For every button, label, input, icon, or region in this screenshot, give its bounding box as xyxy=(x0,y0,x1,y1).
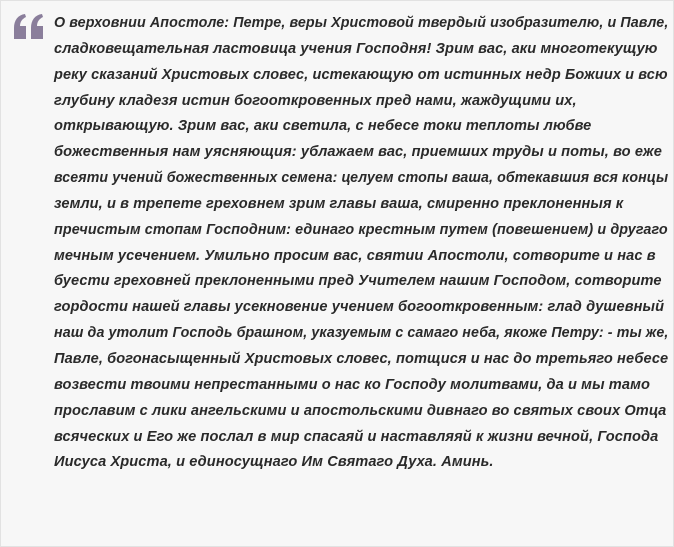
quote-mark-icon xyxy=(13,13,45,41)
quote-line: реку сказаний Христовых словес, истекающую от истинных недр Божиих и всю xyxy=(54,66,668,83)
quote-line: наш да утолит Господь брашном, указуемым с самаго неба, якоже Петру: - ты же, xyxy=(54,325,669,342)
quote-line: всеяти учений божественных семена: целуем стопы ваша, обтекавшия вся концы xyxy=(54,170,669,187)
quote-line: всяческих и Его же послал в мир спасаяй и наставляяй к жизни вечной, Господа xyxy=(54,428,659,445)
quote-line: пречистым стопам Господним: единаго крестным путем (повешением) и другаго xyxy=(54,221,668,238)
quote-line: буести греховней преклоненными пред Учителем нашим Господом, сотворите xyxy=(54,273,662,290)
quote-line: Павле, богонасыщенный Христовых словес, потщися и нас до третьяго небесе xyxy=(54,350,669,367)
quote-line: возвести твоими непрестанными о нас ко Господу молитвами, да и мы тамо xyxy=(54,376,650,393)
quote-line: гордости нашей главы усекновение учением богооткровенным: глад душевный xyxy=(54,299,665,316)
quote-line: Иисуса Христа, и единосущнаго Им Святаго Духа. Аминь. xyxy=(54,454,494,471)
quote-line: прославим с лики ангельскими и апостольскими дивнаго во святых своих Отца xyxy=(54,402,667,419)
quote-line: открывающую. Зрим вас, аки светила, с небесе токи теплоты любве xyxy=(54,118,592,135)
quote-line: божественныя нам уясняющия: ублажаем вас, приемших труды и поты, во еже xyxy=(54,144,662,161)
quote-line: глубину кладезя истин богооткровенных пред нами, жаждущими их, xyxy=(54,92,577,109)
quote-line: мечным усечением. Умильно просим вас, святии Апостоли, сотворите и нас в xyxy=(54,247,656,264)
quote-text xyxy=(54,11,668,476)
quote-line: сладковещательная ластовица учения Господня! Зрим вас, аки многотекущую xyxy=(54,40,658,57)
quote-line: О верховнии Апостоле: Петре, веры Христовой твердый изобразителю, и Павле, xyxy=(54,15,669,31)
quote-line: земли, и в трепете греховнем зрим главы ваша, смиренно преклоненныя к xyxy=(54,195,624,212)
